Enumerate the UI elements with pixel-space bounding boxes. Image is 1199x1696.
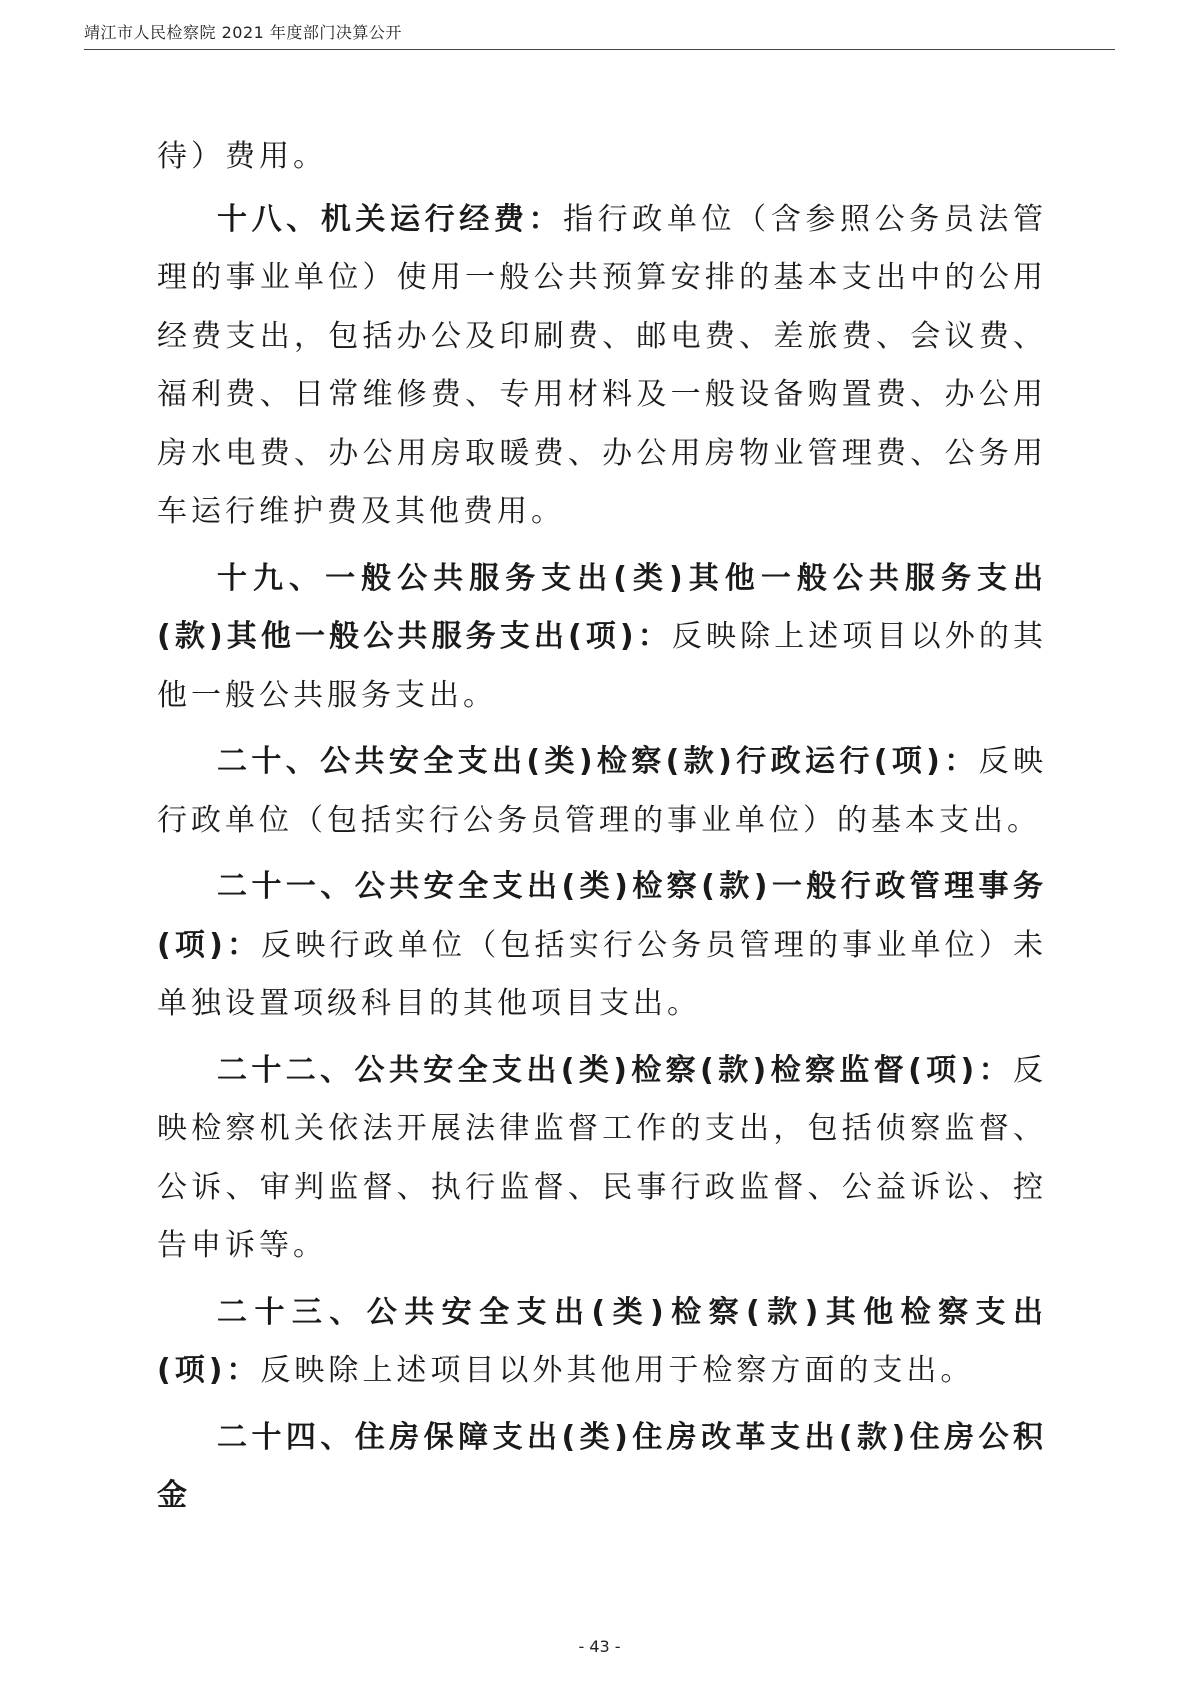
paragraph-23: [157, 1284, 1047, 1401]
paragraph-term: 十八、机关运行经费：: [217, 201, 564, 237]
paragraph-continuation: [157, 128, 1047, 187]
paragraph-text: 指行政单位（含参照公务员法管理的事业单位）使用一般公共预算安排的基本支出中的公用经费支出，包括办公及印刷费、邮电费、差旅费、会议费、福利费、日常维修费、专用材料及一般设备购置费、办公用房水电费、办公用房取暖费、办公用房物业管理费、公务用车运行维护费及其他费用。: [157, 201, 1048, 529]
document-header: 靖江市人民检察院 2021 年度部门决算公开: [84, 23, 402, 42]
paragraph-19: [157, 550, 1047, 726]
page-number: - 43 -: [578, 1637, 621, 1656]
paragraph-21: [157, 858, 1047, 1034]
paragraph-text: 反映行政单位（包括实行公务员管理的事业单位）的基本支出。: [157, 744, 1047, 838]
paragraph-22: [157, 1042, 1047, 1276]
paragraph-20: [157, 733, 1047, 850]
header-divider: [84, 49, 1115, 50]
paragraph-term: 二十四、住房保障支出(类)住房改革支出(款)住房公积金: [157, 1419, 1047, 1513]
paragraph-term: 二十三、公共安全支出(类)检察(款)其他检察支出(项)：: [157, 1294, 1047, 1388]
paragraph-text: 反映除上述项目以外其他用于检察方面的支出。: [260, 1353, 975, 1388]
paragraph-term: 二十一、公共安全支出(类)检察(款)一般行政管理事务(项)：: [157, 869, 1047, 963]
paragraph-term: 二十、公共安全支出(类)检察(款)行政运行(项)：: [217, 744, 979, 779]
paragraph-text: 反映行政单位（包括实行公务员管理的事业单位）未单独设置项级科目的其他项目支出。: [157, 927, 1048, 1021]
paragraph-text: 反映检察机关依法开展法律监督工作的支出，包括侦察监督、公诉、审判监督、执行监督、民事行政监督、公益诉讼、控告申诉等。: [157, 1052, 1047, 1263]
paragraph-term: 十九、一般公共服务支出(类)其他一般公共服务支出(款)其他一般公共服务支出(项)：: [157, 560, 1047, 654]
paragraph-term: 二十二、公共安全支出(类)检察(款)检察监督(项)：: [217, 1052, 1013, 1088]
paragraph-18: [157, 191, 1047, 542]
paragraph-text: 反映除上述项目以外的其他一般公共服务支出。: [157, 619, 1048, 713]
document-body: [157, 128, 1047, 1534]
paragraph-text: 待）费用。: [157, 139, 327, 174]
paragraph-24: [157, 1409, 1047, 1526]
